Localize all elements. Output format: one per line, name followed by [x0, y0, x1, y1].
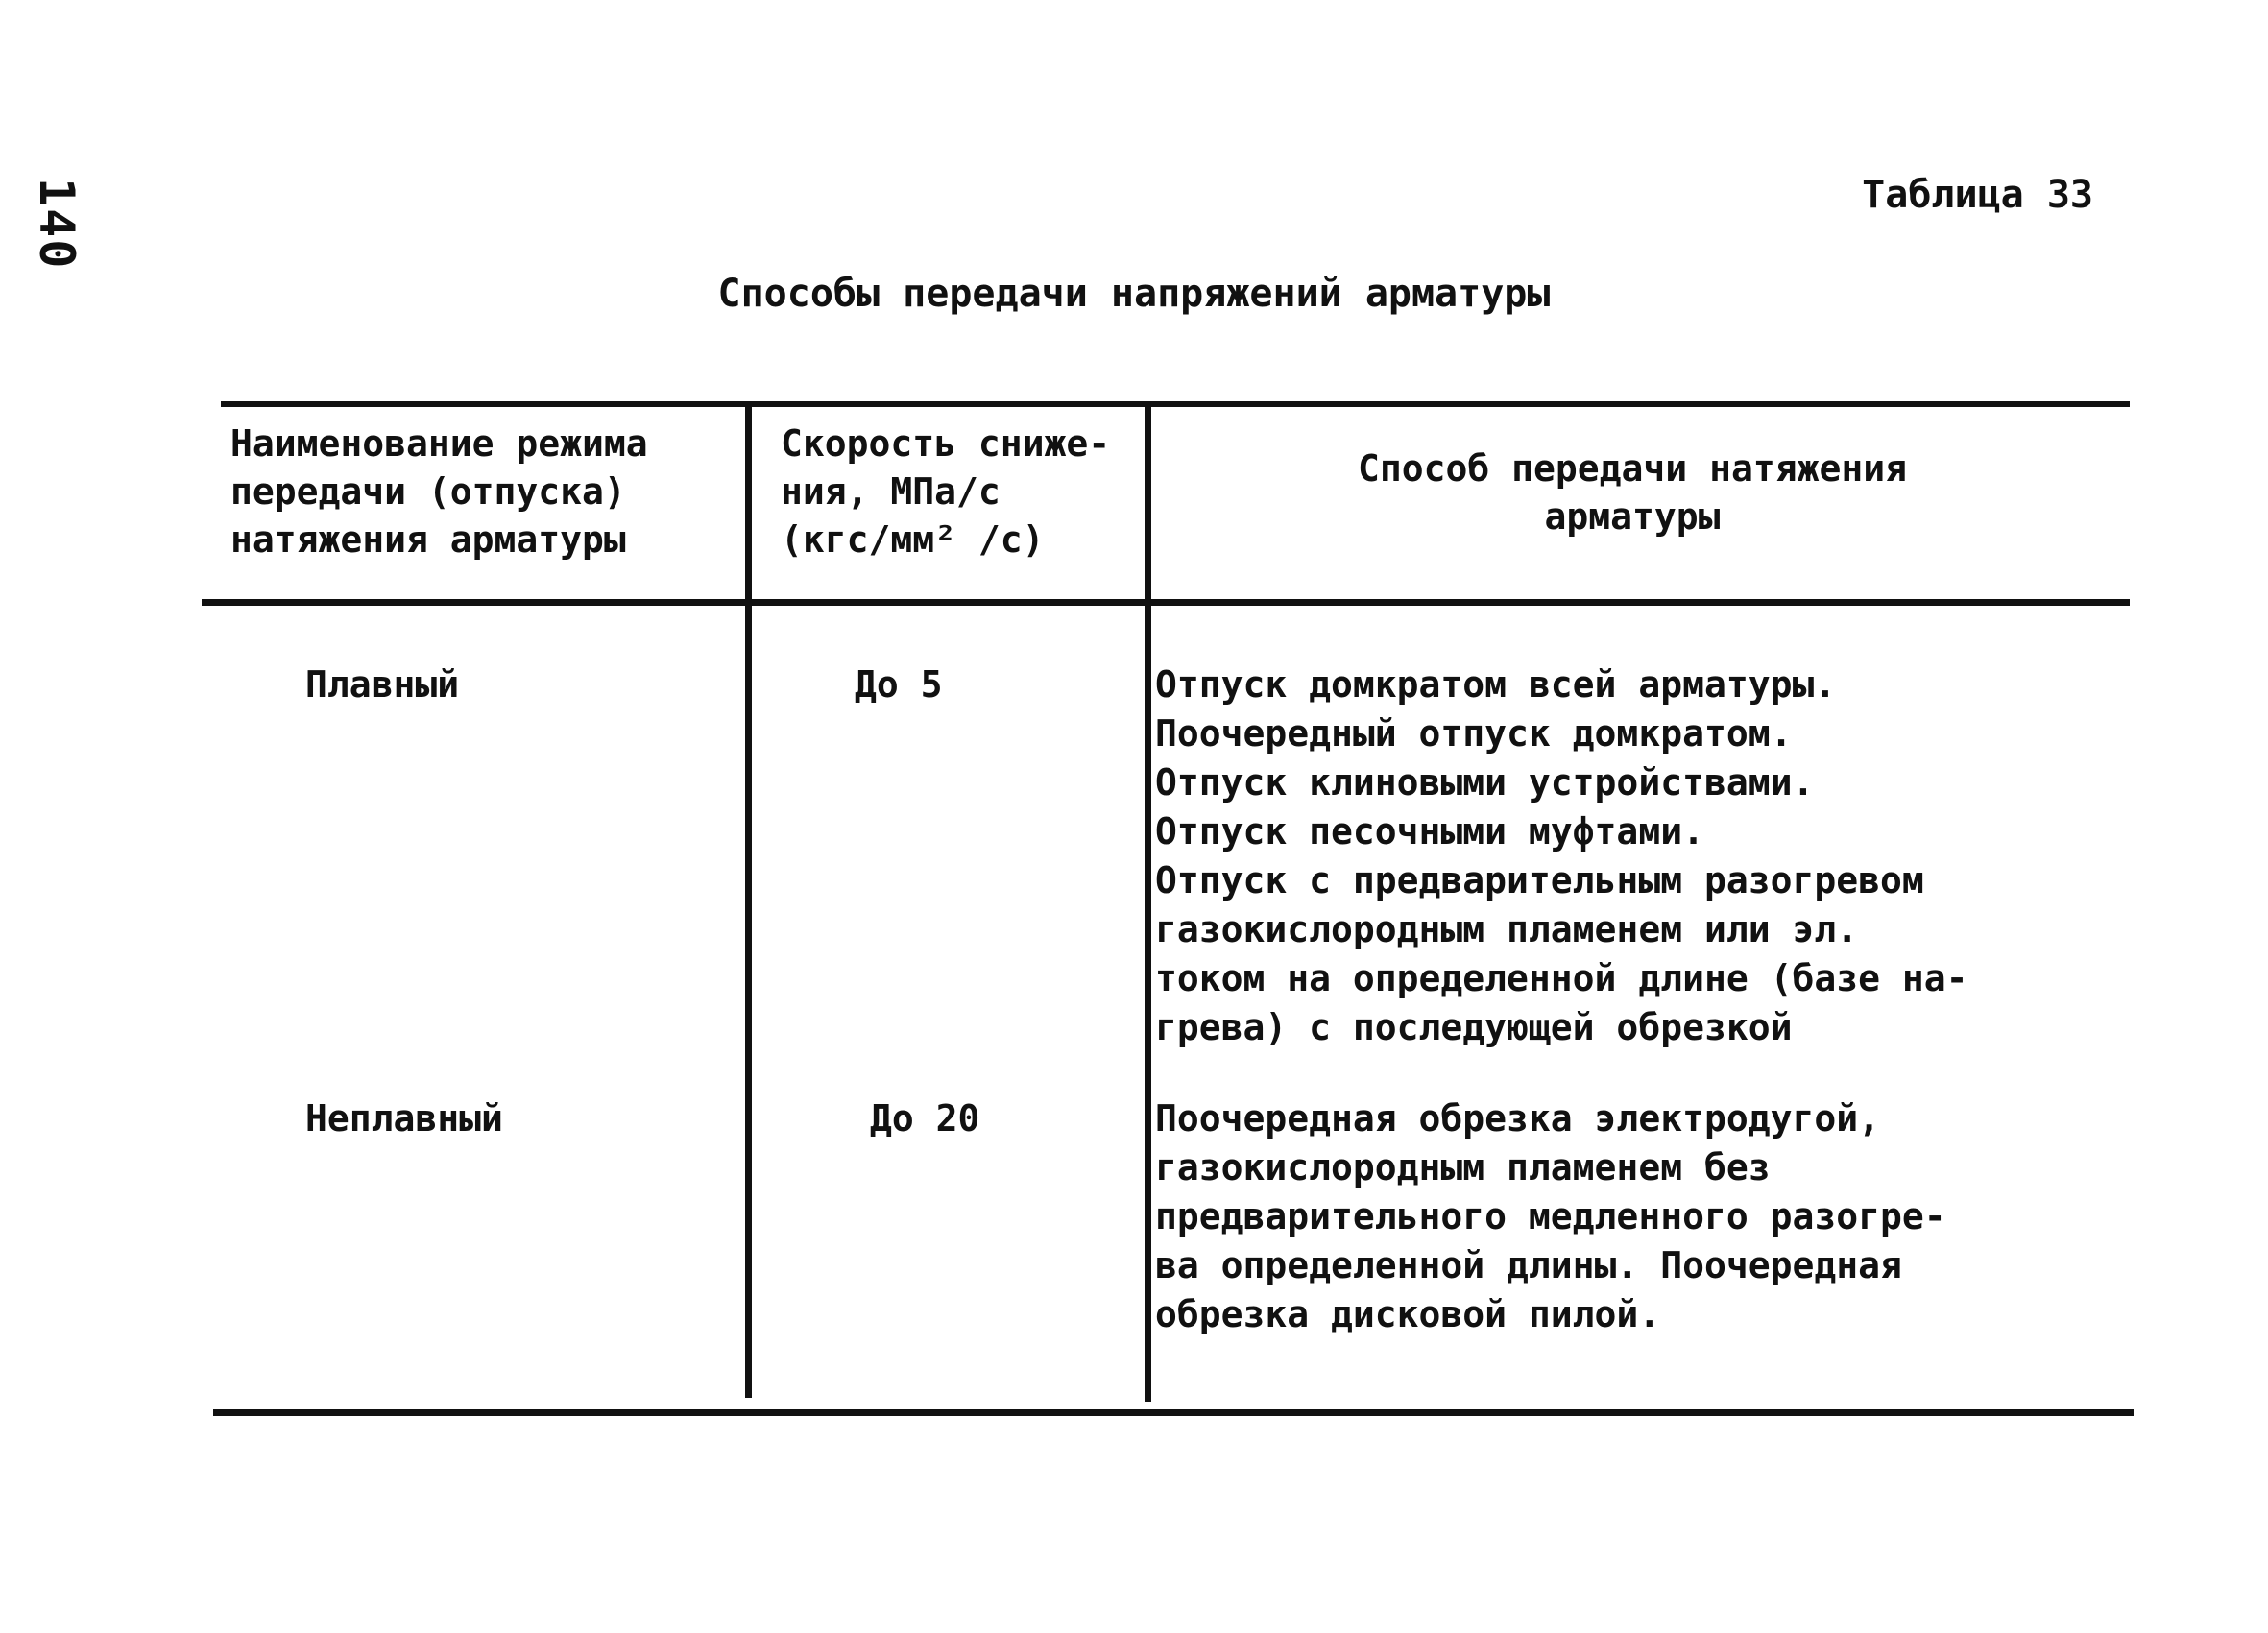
method-line: ва определенной длины. Поочередная: [1155, 1244, 1902, 1286]
row-1-mode: Плавный: [305, 663, 460, 706]
row-1-method: [1155, 660, 1967, 1052]
header-line: натяжения арматуры: [230, 518, 626, 561]
header-line: арматуры: [1544, 495, 1721, 538]
row-2-mode: Неплавный: [305, 1097, 503, 1140]
header-line: (кгс/мм² /с): [781, 518, 1045, 561]
row-1-speed: До 5: [855, 663, 943, 706]
row-2-speed: До 20: [870, 1097, 980, 1140]
method-line: Отпуск клиновыми устройствами.: [1155, 761, 1815, 804]
table-number: Таблица 33: [1862, 173, 2093, 217]
table-title: Способы передачи напряжений арматуры: [717, 272, 1551, 316]
row-2-method: [1155, 1094, 1946, 1339]
method-line: обрезка дисковой пилой.: [1155, 1293, 1661, 1335]
header-mode-name: [230, 420, 648, 564]
method-line: Отпуск с предварительным разогревом: [1155, 859, 1924, 901]
method-line: грева) с последующей обрезкой: [1155, 1006, 1793, 1048]
method-line: Отпуск песочными муфтами.: [1155, 810, 1704, 853]
table-header-rule: [202, 599, 2130, 606]
method-line: предварительного медленного разогре-: [1155, 1195, 1946, 1237]
header-speed: [781, 420, 1110, 564]
method-line: Отпуск домкратом всей арматуры.: [1155, 663, 1837, 706]
table-top-rule: [221, 401, 2130, 407]
column-divider-2: [1145, 403, 1151, 1402]
method-line: током на определенной длине (базе на-: [1155, 957, 1968, 999]
header-method: [1162, 444, 2103, 540]
header-line: передачи (отпуска): [230, 470, 626, 513]
method-line: газокислородным пламенем или эл.: [1155, 908, 1859, 950]
page-number: 140: [29, 178, 84, 271]
method-line: Поочередная обрезка электродугой,: [1155, 1097, 1880, 1140]
header-line: ния, МПа/с: [781, 470, 1001, 513]
header-line: Скорость сниже-: [781, 422, 1111, 465]
method-line: Поочередный отпуск домкратом.: [1155, 712, 1793, 755]
column-divider-1: [745, 403, 752, 1398]
method-line: газокислородным пламенем без: [1155, 1146, 1771, 1189]
table-bottom-rule: [213, 1409, 2134, 1416]
header-line: Способ передачи натяжения: [1358, 447, 1907, 490]
header-line: Наименование режима: [230, 422, 648, 465]
